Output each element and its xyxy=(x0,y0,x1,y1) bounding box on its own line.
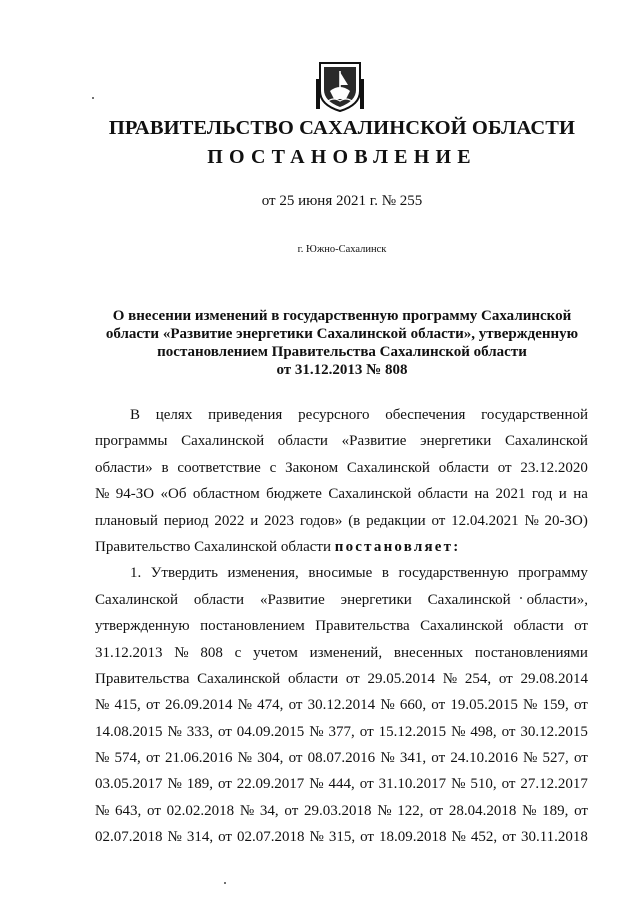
body-line: плановый период 2022 и 2023 годов» (в редакции от 12.04.2021 № 20-ЗО) xyxy=(95,512,588,529)
document-date-number: от 25 июня 2021 г. № 255 xyxy=(261,193,423,209)
body-line: области» в соответствие с Законом Сахалинской области от 23.12.2020 xyxy=(95,459,588,476)
body-line: 14.08.2015 № 333, от 04.09.2015 № 377, от 15.12.2015 № 498, от 30.12.2015 xyxy=(95,723,588,740)
government-title: ПРАВИТЕЛЬСТВО САХАЛИНСКОЙ ОБЛАСТИ xyxy=(108,117,576,139)
document-body xyxy=(95,402,588,851)
body-line: № 643, от 02.02.2018 № 34, от 29.03.2018 № 122, от 28.04.2018 № 189, от xyxy=(95,802,588,819)
body-line: утвержденную постановлением Правительства Сахалинской области от xyxy=(95,618,588,635)
body-line-text: Правительство Сахалинской области xyxy=(95,538,331,555)
subject-line: области «Развитие энергетики Сахалинской области», утвержденную xyxy=(105,326,579,342)
subject-line: постановлением Правительства Сахалинской области xyxy=(157,344,527,360)
subject-line: от 31.12.2013 № 808 xyxy=(276,362,408,378)
body-line: В целях приведения ресурсного обеспечения государственной xyxy=(130,407,588,423)
document-subject xyxy=(100,307,584,379)
coat-of-arms-emblem xyxy=(316,61,364,113)
decree-word: постановляет: xyxy=(334,538,461,555)
body-line: 1. Утвердить изменения, вносимые в государственную программу xyxy=(130,565,588,582)
body-line: Правительства Сахалинской области от 29.05.2014 № 254, от 29.08.2014 xyxy=(95,670,588,687)
body-line: 03.05.2017 № 189, от 22.09.2017 № 444, от 31.10.2017 № 510, от 27.12.2017 xyxy=(95,776,588,793)
body-line: Сахалинской области «Развитие энергетики Сахалинской области», xyxy=(95,591,588,608)
body-line: 31.12.2013 № 808 с учетом изменений, внесенных постановлениями xyxy=(95,644,588,661)
body-line: № 415, от 26.09.2014 № 474, от 30.12.2014 № 660, от 19.05.2015 № 159, от xyxy=(95,697,588,714)
subject-line: О внесении изменений в государственную программу Сахалинской xyxy=(112,308,572,324)
scan-speck xyxy=(520,597,522,599)
document-type-heading: ПОСТАНОВЛЕНИЕ xyxy=(207,146,477,168)
scan-speck xyxy=(224,882,226,884)
body-line-decree xyxy=(95,534,588,560)
body-line: № 94-ЗО «Об областном бюджете Сахалинской области на 2021 год и на xyxy=(95,486,588,503)
body-line: 02.07.2018 № 314, от 02.07.2018 № 315, от 18.09.2018 № 452, от 30.11.2018 xyxy=(95,829,588,846)
city-label: г. Южно-Сахалинск xyxy=(297,244,387,255)
body-line: программы Сахалинской области «Развитие энергетики Сахалинской xyxy=(95,433,588,450)
body-line: № 574, от 21.06.2016 № 304, от 08.07.2016 № 341, от 24.10.2016 № 527, от xyxy=(95,750,588,767)
scan-speck xyxy=(92,97,94,99)
